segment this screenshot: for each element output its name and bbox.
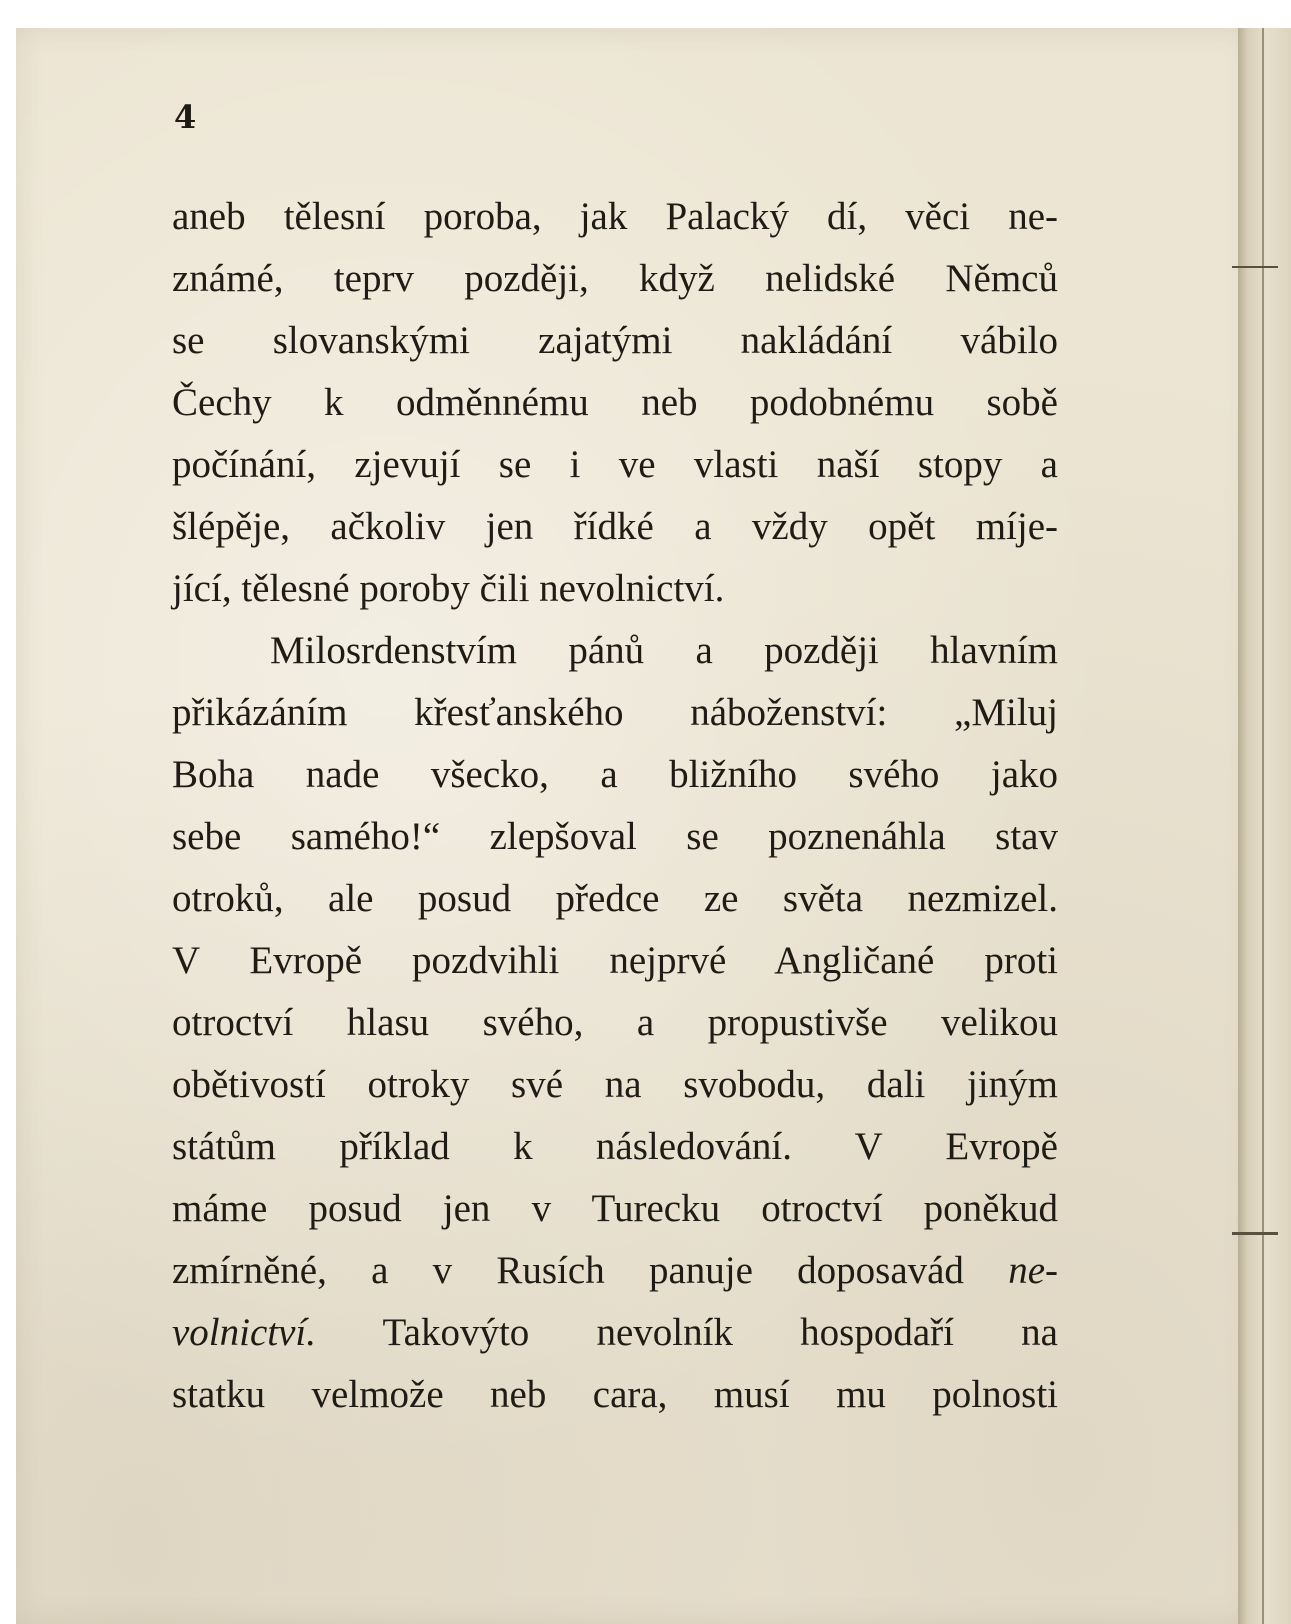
text-line-4: Čechy k odměnnému neb podobnému sobě xyxy=(172,381,1058,424)
italic-ne: ne- xyxy=(1008,1249,1058,1292)
text-line-7: jící, tělesné poroby čili nevolnictví. xyxy=(172,567,725,610)
text-line-9: přikázáním křesťanského náboženství: „Miluj xyxy=(172,691,1058,734)
text-line-20: statku velmože neb cara, musí mu polnosti xyxy=(172,1373,1058,1416)
spine-mark-bottom xyxy=(1232,1232,1278,1235)
text-line-13: V Evropě pozdvihli nejprvé Angličané proti xyxy=(172,939,1058,982)
text-line-2: známé, teprv později, když nelidské Němců xyxy=(172,257,1058,300)
text-line-17: máme posud jen v Turecku otroctví poněkud xyxy=(172,1187,1058,1230)
text-line-5: počínání, zjevují se i ve vlasti naší stopy a xyxy=(172,443,1058,486)
page-number: 4 xyxy=(174,98,197,136)
text-line-1: aneb tělesní poroba, jak Palacký dí, věci ne- xyxy=(172,195,1058,238)
text-line-15: obětivostí otroky své na svobodu, dali jiným xyxy=(172,1063,1058,1106)
text-line-14: otroctví hlasu svého, a propustivše velikou xyxy=(172,1001,1058,1044)
text-line-8: Milosrdenstvím pánů a později hlavním xyxy=(270,629,1058,672)
text-line-10: Boha nade všecko, a bližního svého jako xyxy=(172,753,1058,796)
text-line-12: otroků, ale posud předce ze světa nezmizel. xyxy=(172,877,1058,920)
text-line-18-main: zmírněné, a v Rusích panuje doposavád xyxy=(172,1249,964,1292)
text-line-19 xyxy=(172,1302,1058,1364)
body-text xyxy=(172,186,1058,1426)
text-line-18 xyxy=(172,1240,1058,1302)
text-line-6: šlépěje, ačkoliv jen řídké a vždy opět míje- xyxy=(172,505,1058,548)
text-line-16: státům příklad k následování. V Evropě xyxy=(172,1125,1058,1168)
italic-volnictvi: volnictví. xyxy=(172,1311,317,1354)
text-line-11: sebe samého!“ zlepšoval se poznenáhla stav xyxy=(172,815,1058,858)
text-line-3: se slovanskými zajatými nakládání vábilo xyxy=(172,319,1058,362)
spine-mark-top xyxy=(1232,266,1278,268)
text-line-19-rest: Takovýto nevolník hospodaří na xyxy=(316,1311,1058,1354)
